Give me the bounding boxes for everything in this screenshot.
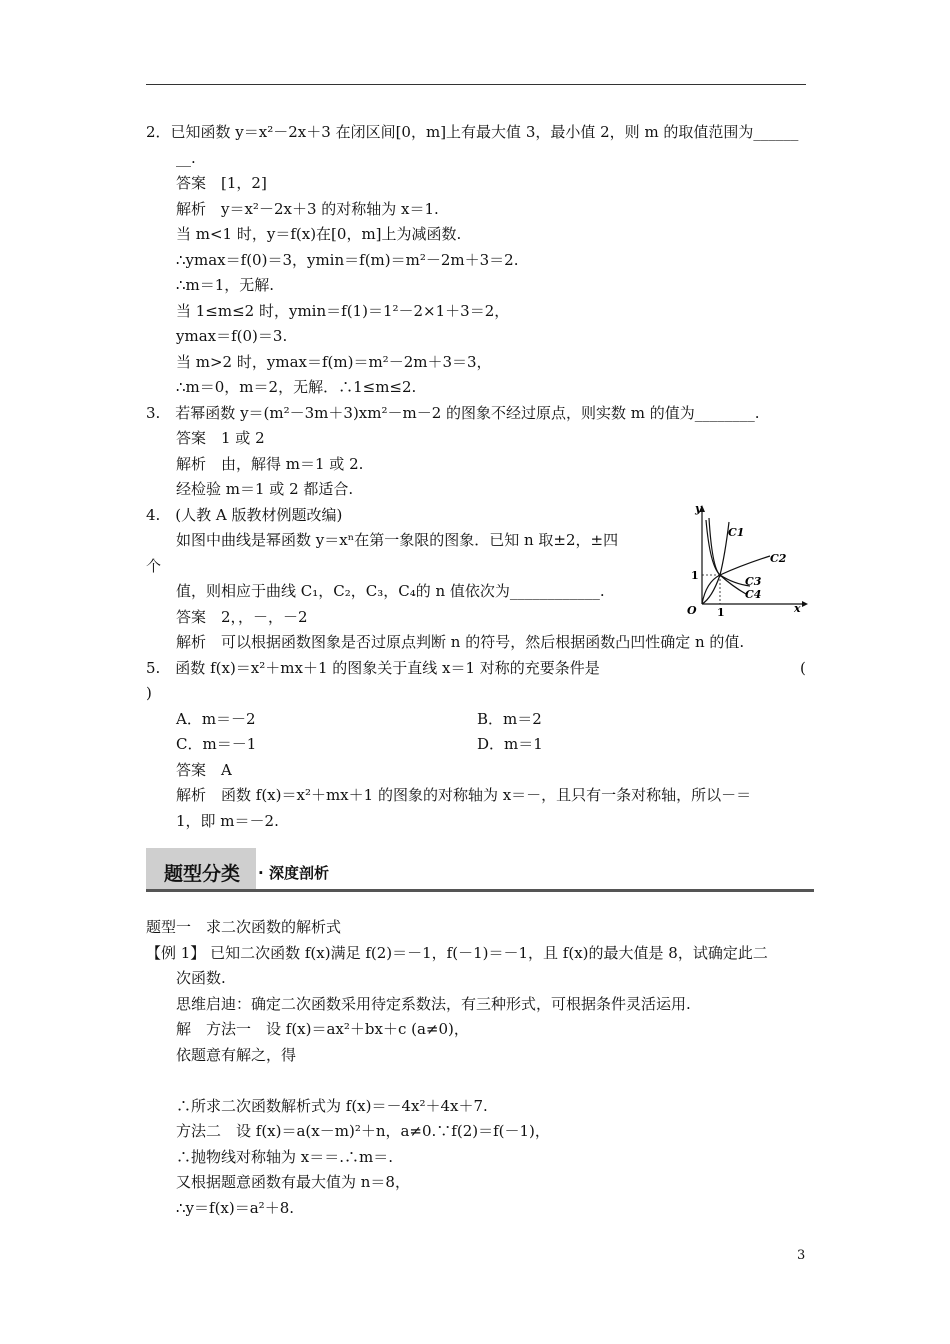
x-axis-label: x [794,602,801,615]
q5-analysis: 解析 函数 f(x)＝x²＋mx＋1 的图象的对称轴为 x＝－，且只有一条对称轴，所以－＝ [176,786,752,804]
label-c4: C4 [745,588,762,601]
method2-form: ∴y＝f(x)＝a²＋8. [176,1199,295,1217]
q5-option-c: C．m＝－1 [176,735,257,753]
x-axis-arrow [802,601,808,607]
power-function-graph [682,500,812,618]
section-subtitle [258,862,329,883]
q2-case1-result: ∴m＝1，无解. [176,276,275,294]
origin-label: O [687,604,697,617]
y-axis-label: y [695,502,702,515]
q2-stem: 2．已知函数 y＝x²－2x＋3 在闭区间[0，m]上有最大值 3，最小值 2，则 m 的取值范围为______ [146,123,799,141]
label-c1: C1 [728,526,745,539]
method1-system: 依题意有解之，得 [176,1046,297,1064]
example1-hint: 思维启迪：确定二次函数采用待定系数法，有三种形式，可根据条件灵活运用. [176,995,691,1013]
method2-max: 又根据题意函数有最大值为 n＝8， [176,1173,410,1191]
section-dot: · [258,864,264,882]
q4-source: 4. (人教 A 版教材例题改编) [146,506,343,524]
example1-stem-cont: 次函数. [176,969,226,987]
q5-answer: 答案 A [176,761,232,779]
label-c2: C2 [770,552,787,565]
q2-conclusion: ∴m＝0，m＝2，无解．∴1≤m≤2. [176,378,417,396]
q2-case3: 当 m>2 时，ymax＝f(m)＝m²－2m＋3＝3， [176,353,492,371]
q4-stem-wrap: 个 [146,557,162,575]
section-title: 题型分类 [164,863,241,885]
q4-stem-cont: 值，则相应于曲线 C₁，C₂，C₃，C₄的 n 值依次为____________. [176,582,605,600]
q4-analysis: 解析 可以根据函数图象是否过原点判断 n 的符号，然后根据函数凸凹性确定 n 的值. [176,633,745,651]
method2-axis: ∴抛物线对称轴为 x＝＝.∴m＝. [176,1148,393,1166]
q2-case2: 当 1≤m≤2 时，ymin＝f(1)＝1²－2×1＋3＝2， [176,302,510,320]
q3-analysis: 解析 由，解得 m＝1 或 2. [176,455,364,473]
label-c3: C3 [745,575,762,588]
q2-analysis: 解析 y＝x²－2x＋3 的对称轴为 x＝1. [176,200,439,218]
q2-answer: 答案 [1，2] [176,174,267,192]
q4-answer: 答案 2，，－，－2 [176,608,308,626]
header-rule [146,84,806,85]
q5-paren-close: ) [146,684,152,702]
q2-case1-values: ∴ymax＝f(0)＝3，ymin＝f(m)＝m²－2m＋3＝2. [176,251,519,269]
section-header-rule [146,889,814,892]
example1-stem: 【例 1】 已知二次函数 f(x)满足 f(2)＝－1，f(－1)＝－1，且 f(x)的最大值是 8，试确定此二 [146,944,768,962]
q3-answer: 答案 1 或 2 [176,429,265,447]
page-number: 3 [797,1248,806,1263]
q5-paren-open: ( [800,659,806,677]
type1-heading: 题型一 求二次函数的解析式 [146,918,342,936]
q4-stem: 如图中曲线是幂函数 y＝xⁿ在第一象限的图象．已知 n 取±2，±四 [176,531,619,549]
q3-stem: 3. 若幂函数 y＝(m²－3m＋3)xm²－m－2 的图象不经过原点，则实数 m 的值为________. [146,404,760,422]
q3-check: 经检验 m＝1 或 2 都适合. [176,480,354,498]
q2-case2-max: ymax＝f(0)＝3. [176,327,288,345]
q2-case1: 当 m<1 时，y＝f(x)在[0，m]上为减函数. [176,225,462,243]
q5-stem: 5. 函数 f(x)＝x²＋mx＋1 的图象关于直线 x＝1 对称的充要条件是 [146,659,600,677]
method2: 方法二 设 f(x)＝a(x－m)²＋n，a≠0.∵f(2)＝f(－1)， [176,1122,550,1140]
section-subtitle-text: 深度剖析 [268,864,329,882]
q5-option-a: A．m＝－2 [176,710,256,728]
q5-analysis-cont: 1，即 m＝－2. [176,812,279,830]
y-tick-1: 1 [691,569,699,582]
method1: 解 方法一 设 f(x)＝ax²＋bx＋c (a≠0)， [176,1020,469,1038]
q5-option-b: B．m＝2 [477,710,542,728]
q5-option-d: D．m＝1 [477,735,543,753]
section-header [146,848,814,892]
q2-blank-tail: __. [176,149,196,167]
x-tick-1: 1 [717,606,725,618]
method1-result: ∴所求二次函数解析式为 f(x)＝－4x²＋4x＋7. [176,1097,488,1115]
